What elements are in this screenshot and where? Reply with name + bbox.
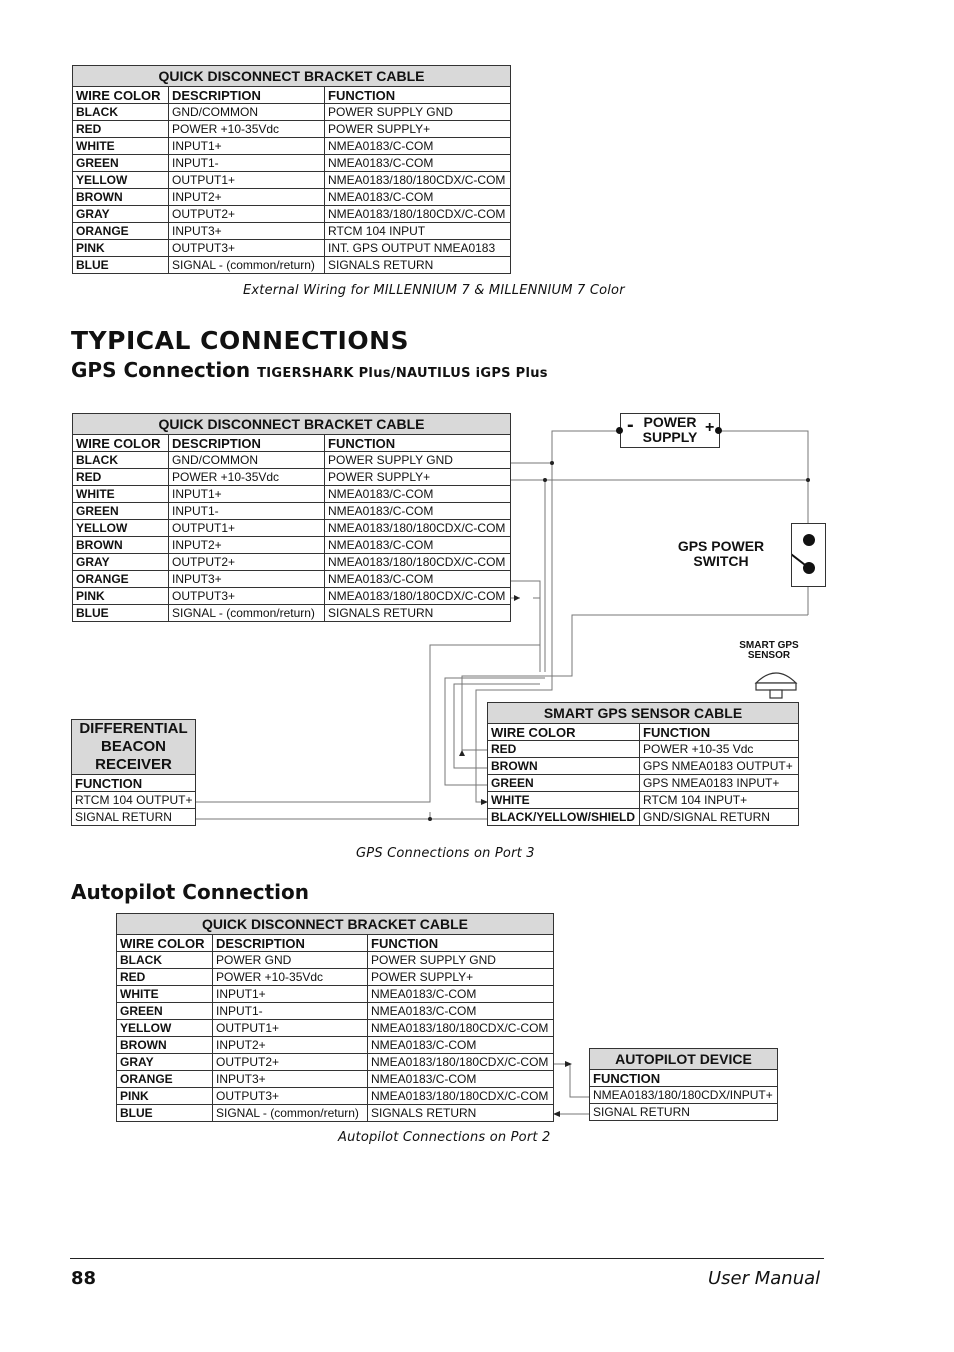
description-cell: SIGNAL - (common/return) [169, 257, 325, 274]
description-cell: OUTPUT2+ [213, 1054, 368, 1071]
wire-color-cell: ORANGE [73, 223, 169, 240]
wire-color-cell: GRAY [117, 1054, 213, 1071]
caption-external-wiring: External Wiring for MILLENNIUM 7 & MILLENNIUM 7 Color [243, 283, 625, 298]
function-cell: NMEA0183/C-COM [325, 155, 511, 172]
gps-power-switch-line1: GPS POWER [677, 538, 765, 554]
autopilot-connection-heading: Autopilot Connection [71, 880, 310, 904]
function-cell: NMEA0183/C-COM [368, 986, 554, 1003]
wire-color-cell: BLUE [73, 605, 169, 622]
footer-title: User Manual [708, 1268, 821, 1289]
function-cell: POWER SUPPLY GND [368, 952, 554, 969]
description-cell: INPUT1- [169, 503, 325, 520]
wire-color-cell: BLUE [117, 1105, 213, 1122]
cable-ap-table-body [117, 914, 554, 1122]
beacon-row-signal-return: SIGNAL RETURN [72, 809, 196, 826]
function-cell: SIGNALS RETURN [325, 257, 511, 274]
wire-color-cell: WHITE [488, 792, 640, 809]
description-cell: INPUT1+ [169, 138, 325, 155]
table-row [117, 1037, 554, 1054]
description-cell: OUTPUT2+ [169, 206, 325, 223]
function-cell: GPS NMEA0183 OUTPUT+ [640, 758, 799, 775]
description-cell: SIGNAL - (common/return) [213, 1105, 368, 1122]
function-cell: NMEA0183/C-COM [325, 571, 511, 588]
table-row [117, 1105, 554, 1122]
caption-autopilot-connections: Autopilot Connections on Port 2 [338, 1130, 551, 1145]
function-cell: GPS NMEA0183 INPUT+ [640, 775, 799, 792]
wire-color-cell: RED [73, 469, 169, 486]
autopilot-device-title: AUTOPILOT DEVICE [590, 1049, 778, 1070]
table-row [117, 1071, 554, 1088]
table-row [117, 1054, 554, 1071]
wire-color-cell: YELLOW [73, 172, 169, 189]
cable-title: QUICK DISCONNECT BRACKET CABLE [117, 914, 554, 935]
column-header: WIRE COLOR [488, 724, 640, 741]
table-row [117, 1003, 554, 1020]
description-cell: INPUT1- [169, 155, 325, 172]
description-cell: GND/COMMON [169, 104, 325, 121]
function-cell: POWER SUPPLY+ [325, 121, 511, 138]
wire-color-cell: RED [73, 121, 169, 138]
function-cell: SIGNALS RETURN [325, 605, 511, 622]
power-supply-line2: SUPPLY [642, 429, 698, 445]
description-cell: OUTPUT1+ [169, 520, 325, 537]
description-cell: INPUT1+ [213, 986, 368, 1003]
description-cell: INPUT1- [213, 1003, 368, 1020]
description-cell: OUTPUT3+ [169, 588, 325, 605]
wire-color-cell: WHITE [117, 986, 213, 1003]
wire-color-cell: YELLOW [73, 520, 169, 537]
function-cell: NMEA0183/180/180CDX/C-COM [325, 206, 511, 223]
gps-heading-models: TIGERSHARK Plus/NAUTILUS iGPS Plus [257, 366, 548, 381]
function-cell: NMEA0183/C-COM [368, 1003, 554, 1020]
description-cell: INPUT3+ [169, 571, 325, 588]
function-cell: NMEA0183/180/180CDX/C-COM [325, 554, 511, 571]
wire-color-cell: BROWN [488, 758, 640, 775]
beacon-title-line1: DIFFERENTIAL [79, 720, 188, 737]
table-row [117, 969, 554, 986]
beacon-title-line2: BEACON [100, 738, 166, 755]
description-cell: POWER +10-35Vdc [169, 469, 325, 486]
wire-color-cell: YELLOW [117, 1020, 213, 1037]
column-header: FUNCTION [325, 435, 511, 452]
table-row [117, 952, 554, 969]
gps-power-switch-line2: SWITCH [693, 553, 749, 569]
function-cell: NMEA0183/C-COM [325, 189, 511, 206]
column-header: DESCRIPTION [213, 935, 368, 952]
function-cell: NMEA0183/180/180CDX/C-COM [325, 520, 511, 537]
description-cell: POWER GND [213, 952, 368, 969]
beacon-title-line3: RECEIVER [95, 756, 172, 773]
function-cell: INT. GPS OUTPUT NMEA0183 [325, 240, 511, 257]
footer-rule [70, 1258, 824, 1259]
function-cell: RTCM 104 INPUT+ [640, 792, 799, 809]
function-cell: POWER SUPPLY GND [325, 452, 511, 469]
section-heading: TYPICAL CONNECTIONS [71, 326, 410, 355]
function-cell: POWER SUPPLY+ [325, 469, 511, 486]
function-cell: NMEA0183/180/180CDX/C-COM [368, 1054, 554, 1071]
wire-color-cell: BLUE [73, 257, 169, 274]
description-cell: OUTPUT3+ [213, 1088, 368, 1105]
power-supply-line1: POWER [643, 414, 697, 430]
wire-color-cell: GREEN [73, 503, 169, 520]
wire-color-cell: PINK [117, 1088, 213, 1105]
wire-color-cell: GREEN [73, 155, 169, 172]
table-row [117, 1020, 554, 1037]
function-cell: NMEA0183/180/180CDX/C-COM [368, 1020, 554, 1037]
autopilot-row-signal-return: SIGNAL RETURN [590, 1104, 778, 1121]
function-cell: NMEA0183/180/180CDX/C-COM [325, 172, 511, 189]
function-cell: POWER SUPPLY+ [368, 969, 554, 986]
caption-gps-connections: GPS Connections on Port 3 [356, 846, 535, 861]
cable-title: SMART GPS SENSOR CABLE [488, 703, 799, 724]
description-cell: OUTPUT2+ [169, 554, 325, 571]
description-cell: SIGNAL - (common/return) [169, 605, 325, 622]
wire-color-cell: WHITE [73, 486, 169, 503]
wire-color-cell: RED [117, 969, 213, 986]
column-header: FUNCTION [640, 724, 799, 741]
function-cell: NMEA0183/180/180CDX/C-COM [368, 1088, 554, 1105]
cable-title: QUICK DISCONNECT BRACKET CABLE [73, 414, 511, 435]
function-cell: GND/SIGNAL RETURN [640, 809, 799, 826]
wire-color-cell: BLACK [73, 104, 169, 121]
smart-gps-sensor-line1: SMART GPS [739, 640, 799, 651]
power-plus: + [705, 419, 715, 436]
wire-color-cell: BLACK/YELLOW/SHIELD [488, 809, 640, 826]
function-cell: RTCM 104 INPUT [325, 223, 511, 240]
wire-color-cell: GRAY [73, 554, 169, 571]
description-cell: POWER +10-35Vdc [169, 121, 325, 138]
wire-color-cell: BROWN [73, 189, 169, 206]
smart-gps-sensor-line2: SENSOR [747, 650, 791, 661]
function-cell: SIGNALS RETURN [368, 1105, 554, 1122]
wire-color-cell: GREEN [488, 775, 640, 792]
function-cell: NMEA0183/C-COM [325, 503, 511, 520]
beacon-function-header: FUNCTION [72, 775, 196, 792]
column-header: WIRE COLOR [73, 435, 169, 452]
wire-color-cell: BLACK [73, 452, 169, 469]
autopilot-device-table [589, 1048, 778, 1121]
description-cell: POWER +10-35Vdc [213, 969, 368, 986]
description-cell: INPUT1+ [169, 486, 325, 503]
function-cell: NMEA0183/C-COM [325, 537, 511, 554]
column-header: WIRE COLOR [117, 935, 213, 952]
description-cell: GND/COMMON [169, 452, 325, 469]
beacon-row-rtcm: RTCM 104 OUTPUT+ [72, 792, 196, 809]
wire-color-cell: ORANGE [73, 571, 169, 588]
description-cell: INPUT2+ [169, 189, 325, 206]
wire-color-cell: BROWN [73, 537, 169, 554]
wire-color-cell: WHITE [73, 138, 169, 155]
table-row [117, 986, 554, 1003]
gps-heading-text: GPS Connection [71, 358, 251, 382]
autopilot-quick-disconnect-cable-table [116, 913, 554, 1122]
function-cell: NMEA0183/C-COM [325, 138, 511, 155]
function-cell: POWER +10-35 Vdc [640, 741, 799, 758]
power-minus: - [627, 414, 634, 436]
wire-color-cell: PINK [73, 240, 169, 257]
function-cell: NMEA0183/C-COM [368, 1037, 554, 1054]
wire-color-cell: GREEN [117, 1003, 213, 1020]
function-cell: NMEA0183/C-COM [368, 1071, 554, 1088]
column-header: FUNCTION [368, 935, 554, 952]
description-cell: OUTPUT3+ [169, 240, 325, 257]
wire-color-cell: BROWN [117, 1037, 213, 1054]
description-cell: INPUT3+ [213, 1071, 368, 1088]
function-cell: NMEA0183/C-COM [325, 486, 511, 503]
column-header: DESCRIPTION [169, 435, 325, 452]
autopilot-row-nmea-input: NMEA0183/180/180CDX/INPUT+ [590, 1087, 778, 1104]
function-cell: NMEA0183/180/180CDX/C-COM [325, 588, 511, 605]
description-cell: INPUT2+ [213, 1037, 368, 1054]
cable-title: QUICK DISCONNECT BRACKET CABLE [73, 66, 511, 87]
wire-color-cell: BLACK [117, 952, 213, 969]
table-row [117, 1088, 554, 1105]
column-header: FUNCTION [325, 87, 511, 104]
autopilot-function-header: FUNCTION [590, 1070, 778, 1087]
column-header: WIRE COLOR [73, 87, 169, 104]
description-cell: INPUT3+ [169, 223, 325, 240]
wire-color-cell: ORANGE [117, 1071, 213, 1088]
wire-color-cell: PINK [73, 588, 169, 605]
description-cell: OUTPUT1+ [213, 1020, 368, 1037]
description-cell: INPUT2+ [169, 537, 325, 554]
wire-color-cell: GRAY [73, 206, 169, 223]
description-cell: OUTPUT1+ [169, 172, 325, 189]
function-cell: POWER SUPPLY GND [325, 104, 511, 121]
page-number: 88 [71, 1268, 97, 1289]
wire-color-cell: RED [488, 741, 640, 758]
column-header: DESCRIPTION [169, 87, 325, 104]
